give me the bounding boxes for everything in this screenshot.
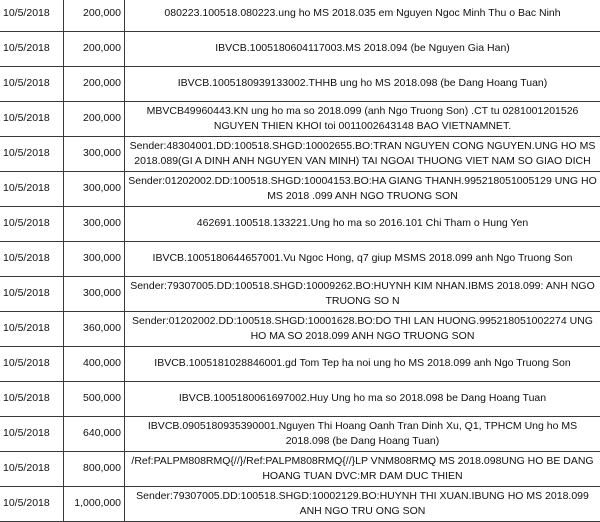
description-cell: IBVCB.1005181028846001.gd Tom Tep ha noi ung ho MS 2018.099 anh Ngo Truong Son xyxy=(125,347,600,382)
table-row xyxy=(0,137,600,172)
date-cell: 10/5/2018 xyxy=(0,67,64,102)
description-cell: 462691.100518.133221.Ung ho ma so 2016.101 Chi Tham o Hung Yen xyxy=(125,207,600,242)
date-cell: 10/5/2018 xyxy=(0,207,64,242)
date-cell: 10/5/2018 xyxy=(0,347,64,382)
amount-cell: 1,000,000 xyxy=(64,487,125,522)
amount-cell: 500,000 xyxy=(64,382,125,417)
amount-cell: 300,000 xyxy=(64,172,125,207)
amount-cell: 200,000 xyxy=(64,102,125,137)
date-cell: 10/5/2018 xyxy=(0,452,64,487)
table-row xyxy=(0,102,600,137)
date-cell: 10/5/2018 xyxy=(0,382,64,417)
date-cell: 10/5/2018 xyxy=(0,242,64,277)
amount-cell: 300,000 xyxy=(64,137,125,172)
amount-cell: 200,000 xyxy=(64,32,125,67)
table-row xyxy=(0,347,600,382)
date-cell: 10/5/2018 xyxy=(0,32,64,67)
date-cell: 10/5/2018 xyxy=(0,0,64,32)
date-cell: 10/5/2018 xyxy=(0,417,64,452)
description-cell: IBVCB.1005180061697002.Huy Ung ho ma so 2018.098 be Dang Hoang Tuan xyxy=(125,382,600,417)
date-cell: 10/5/2018 xyxy=(0,172,64,207)
description-cell: IBVCB.1005180604117003.MS 2018.094 (be Nguyen Gia Han) xyxy=(125,32,600,67)
amount-cell: 360,000 xyxy=(64,312,125,347)
description-cell: IBVCB.1005180644657001.Vu Ngoc Hong, q7 giup MSMS 2018.099 anh Ngo Truong Son xyxy=(125,242,600,277)
table-row xyxy=(0,382,600,417)
date-cell: 10/5/2018 xyxy=(0,102,64,137)
table-row xyxy=(0,32,600,67)
amount-cell: 300,000 xyxy=(64,277,125,312)
amount-cell: 800,000 xyxy=(64,452,125,487)
table-row xyxy=(0,242,600,277)
amount-cell: 300,000 xyxy=(64,242,125,277)
table-row xyxy=(0,0,600,32)
description-cell: Sender:79307005.DD:100518.SHGD:10009262.BO:HUYNH KIM NHAN.IBMS 2018.099: ANH NGO TRUONG SO N xyxy=(125,277,600,312)
date-cell: 10/5/2018 xyxy=(0,277,64,312)
date-cell: 10/5/2018 xyxy=(0,137,64,172)
table-row xyxy=(0,172,600,207)
table-row xyxy=(0,67,600,102)
table-row xyxy=(0,452,600,487)
description-cell: Sender:79307005.DD:100518.SHGD:10002129.BO:HUYNH THI XUAN.IBUNG HO MS 2018.099 ANH NGO TRU ONG SON xyxy=(125,487,600,522)
description-cell: 080223.100518.080223.ung ho MS 2018.035 em Nguyen Ngoc Minh Thu o Bac Ninh xyxy=(125,0,600,32)
table-row xyxy=(0,312,600,347)
amount-cell: 200,000 xyxy=(64,0,125,32)
amount-cell: 200,000 xyxy=(64,67,125,102)
table-row xyxy=(0,487,600,522)
table-row xyxy=(0,207,600,242)
description-cell: Sender:48304001.DD:100518.SHGD:10002655.BO:TRAN NGUYEN CONG NGUYEN.UNG HO MS 2018.089(GI A DINH ANH NGUYEN VAN MINH) TAI NGOAI THUONG VIET NAM SO GIAO DICH xyxy=(125,137,600,172)
amount-cell: 640,000 xyxy=(64,417,125,452)
table-row xyxy=(0,417,600,452)
description-cell: Sender:01202002.DD:100518.SHGD:10004153.BO:HA GIANG THANH.995218051005129 UNG HO MS 2018 .099 ANH NGO TRUONG SON xyxy=(125,172,600,207)
description-cell: IBVCB.1005180939133002.THHB ung ho MS 2018.098 (be Dang Hoang Tuan) xyxy=(125,67,600,102)
description-cell: MBVCB49960443.KN ung ho ma so 2018.099 (anh Ngo Truong Son) .CT tu 0281001201526 NGUYEN THIEN KHOI toi 0011002643148 BAO VIETNAMNET. xyxy=(125,102,600,137)
description-cell: /Ref:PALPM808RMQ{//}/Ref:PALPM808RMQ{//}LP VNM808RMQ MS 2018.098UNG HO BE DANG HOANG TUAN DVC:MR DAM DUC THIEN xyxy=(125,452,600,487)
description-cell: Sender:01202002.DD:100518.SHGD:10001628.BO:DO THI LAN HUONG.995218051002274 UNG HO MA SO 2018.099 ANH NGO TRUONG SON xyxy=(125,312,600,347)
amount-cell: 400,000 xyxy=(64,347,125,382)
description-cell: IBVCB.0905180935390001.Nguyen Thi Hoang Oanh Tran Dinh Xu, Q1, TPHCM Ung ho MS 2018.098 (be Dang Hoang Tuan) xyxy=(125,417,600,452)
date-cell: 10/5/2018 xyxy=(0,312,64,347)
amount-cell: 300,000 xyxy=(64,207,125,242)
table-row xyxy=(0,277,600,312)
date-cell: 10/5/2018 xyxy=(0,487,64,522)
